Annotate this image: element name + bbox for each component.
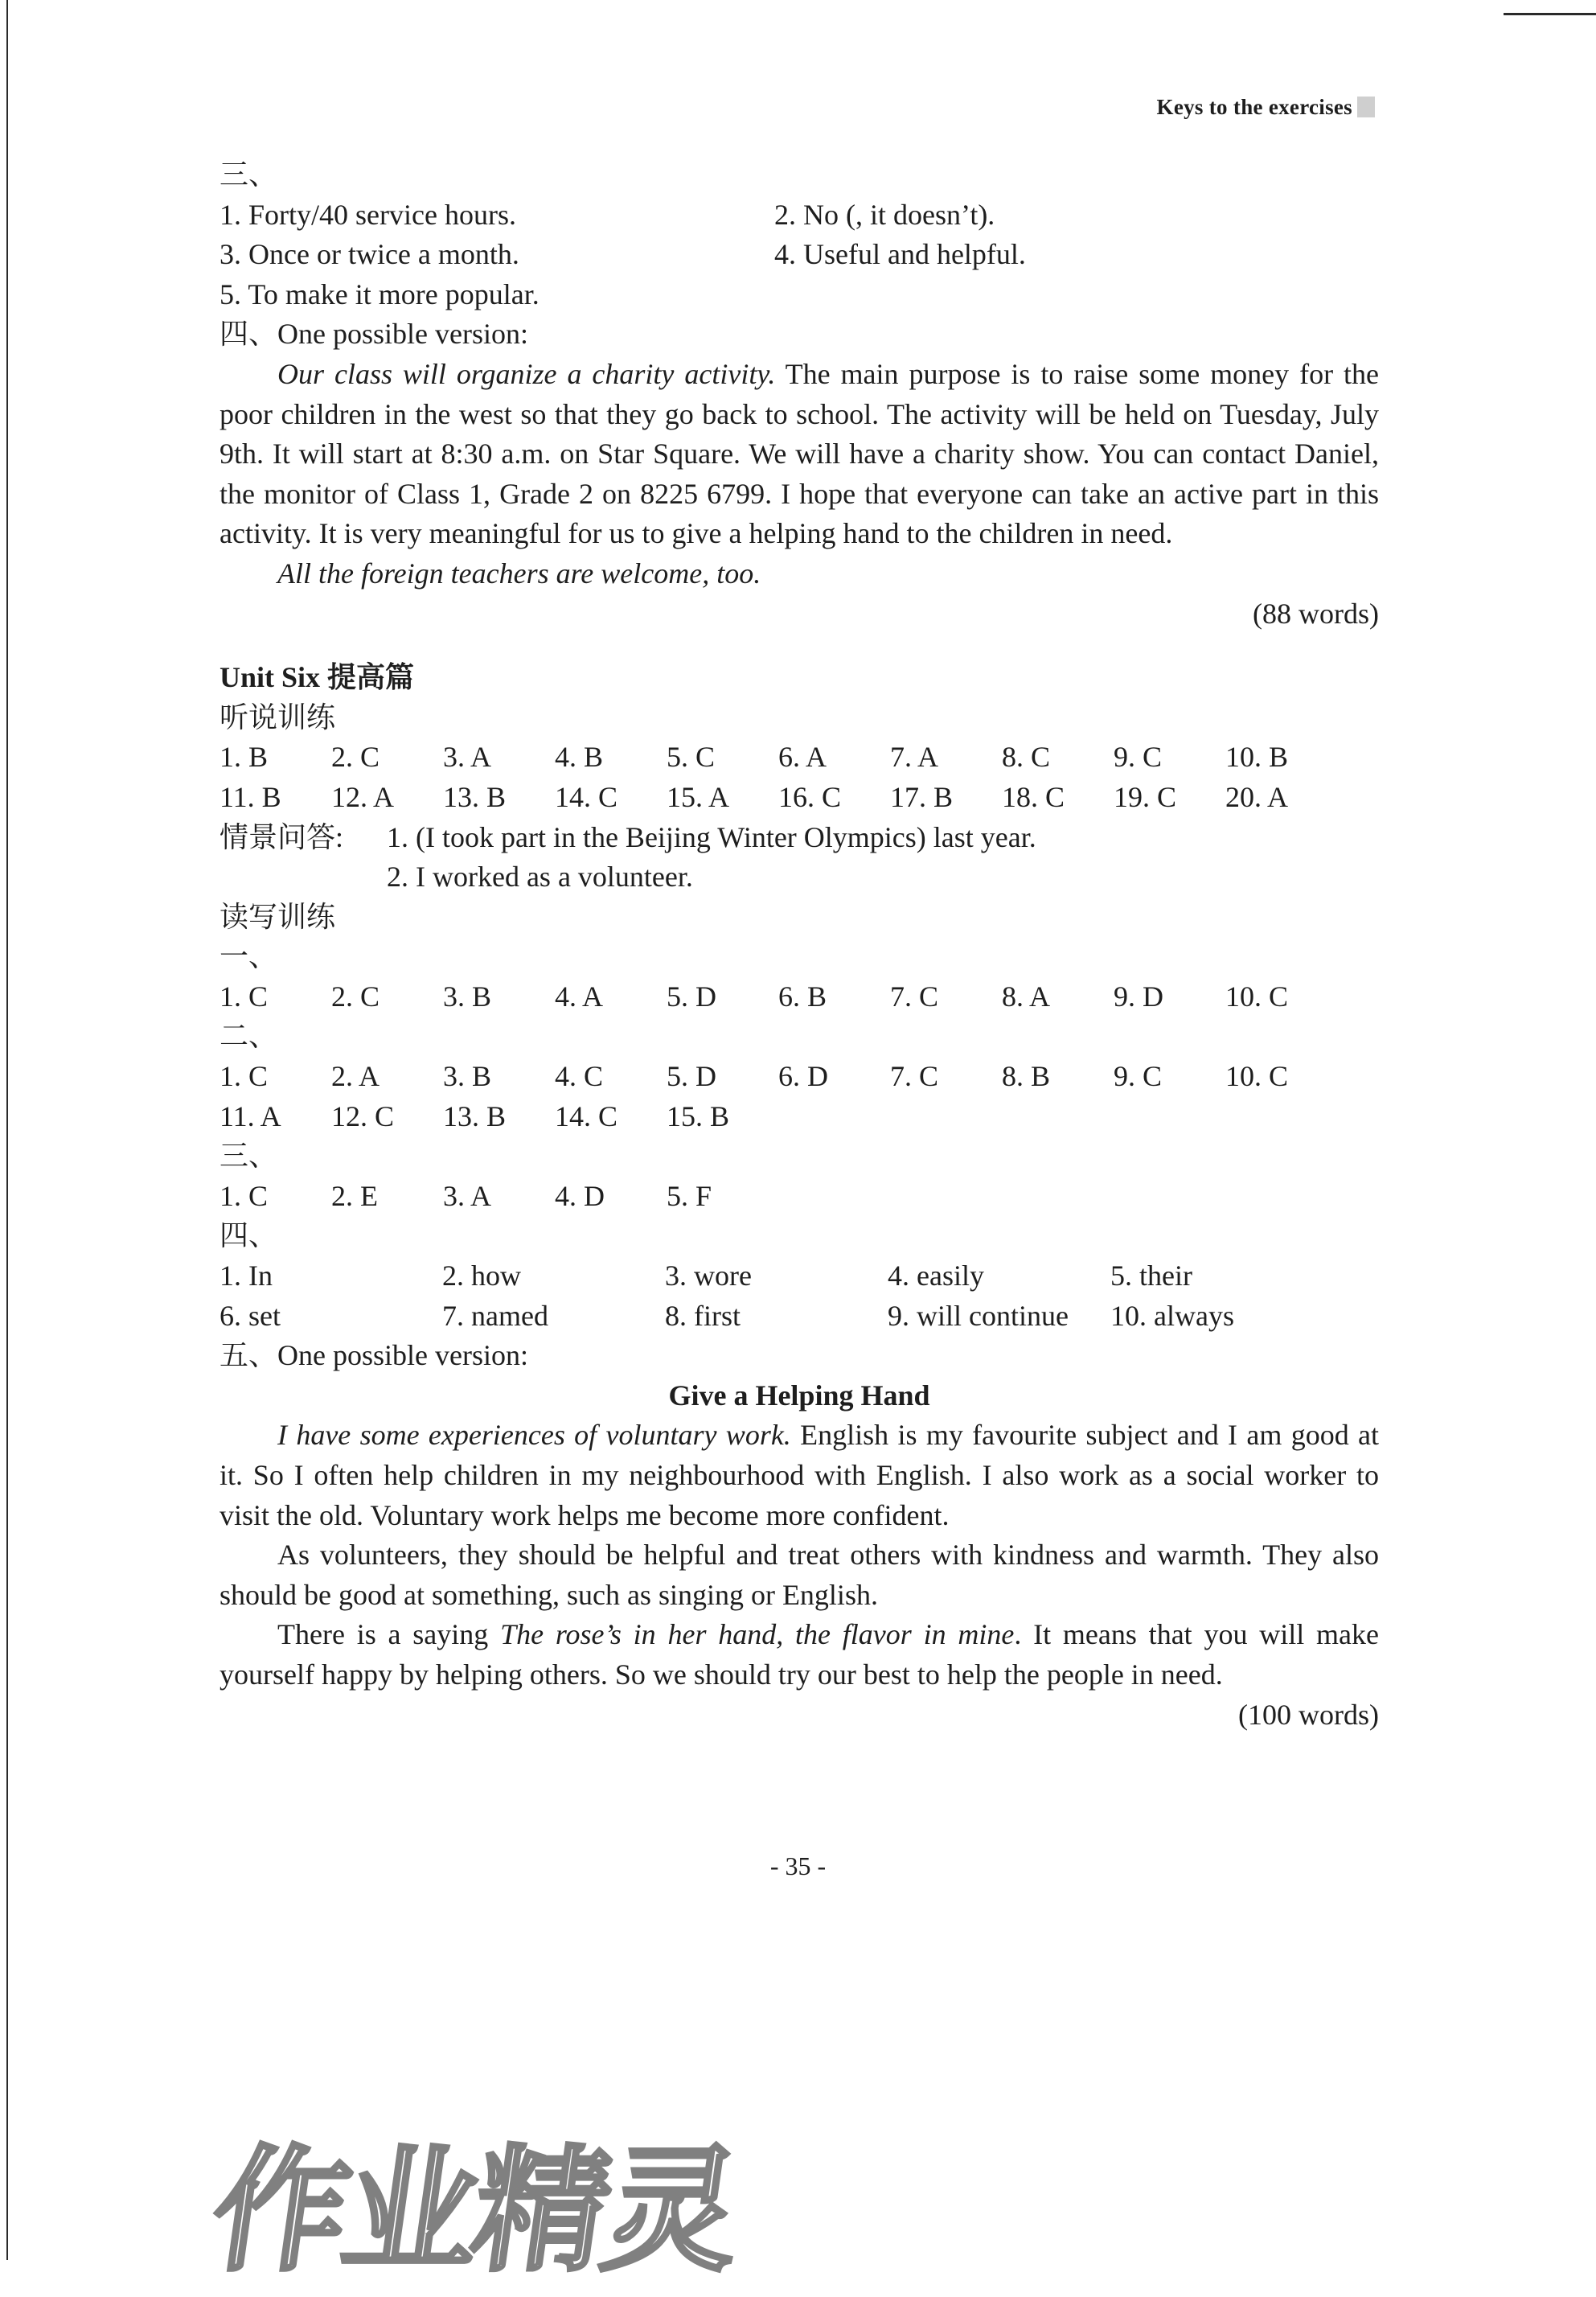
section-san-label: 三、 — [220, 158, 278, 191]
answer-item: 12. C — [331, 1099, 395, 1132]
answer-item: 4. B — [555, 741, 604, 774]
essay-quote: The rose’s in her hand, the flavor in mine — [500, 1618, 1015, 1651]
answer-item: 12. A — [331, 780, 395, 813]
answer-item: 10. always — [1110, 1299, 1234, 1332]
answer-item: 14. C — [555, 1099, 618, 1132]
answer-item: 6. D — [778, 1060, 828, 1093]
answer-item: 2. A — [331, 1060, 380, 1093]
answer-item: 7. named — [442, 1299, 548, 1332]
answer-item: 11. B — [220, 780, 281, 813]
answer-item: 5. D — [667, 980, 716, 1013]
answer-item: 5. D — [667, 1060, 716, 1093]
answer-item: 9. C — [1114, 1060, 1163, 1093]
answer-item: 20. A — [1225, 780, 1289, 813]
section-er-label: 二、 — [220, 1020, 278, 1053]
answer-item: 2. C — [331, 741, 380, 774]
answer-item: 2. how — [442, 1259, 521, 1292]
answer-item: 5. C — [667, 741, 716, 774]
answer-row — [220, 1097, 1379, 1137]
answer-item: 15. B — [667, 1099, 730, 1132]
watermark-logo: 作业精灵 — [203, 2132, 746, 2290]
essay-italic-opening: I have some experiences of voluntary work. — [277, 1419, 791, 1452]
qa-answer: 2. I worked as a volunteer. — [387, 861, 693, 894]
answer-row — [220, 738, 1379, 778]
answer-item: 11. A — [220, 1099, 281, 1132]
answer-row — [220, 977, 1379, 1017]
section-wu-label: 五、One possible version: — [220, 1339, 528, 1372]
answer-row — [220, 275, 1379, 315]
answer-item: 5. F — [667, 1179, 712, 1212]
top-corner-rule — [1504, 13, 1596, 15]
essay-text: There is a saying — [277, 1618, 501, 1651]
answer-item: 2. E — [331, 1179, 378, 1212]
qa-row — [220, 857, 1379, 898]
section-yi-label: 一、 — [220, 940, 278, 973]
essay-paragraph — [220, 1615, 1379, 1695]
essay-text: . It means that you will make yourself happy by helping others. So we should try our best to help the people in need. — [220, 1618, 1379, 1691]
answer-item: 3. A — [443, 1179, 492, 1212]
answer-row — [220, 1057, 1379, 1097]
answer-item: 8. B — [1002, 1060, 1051, 1093]
qa-answer: 1. (I took part in the Beijing Winter Olympics) last year. — [387, 820, 1036, 853]
word-count: (100 words) — [1238, 1698, 1379, 1731]
essay-body: The main purpose is to raise some money for the poor children in the west so that they go back to school. The activity will be held on Tuesday, July 9th. It will start at 8:30 a.m. on Star Square. We will have a charity show. You can contact Daniel, the monitor of Class 1, Grade 2 on 8225 6799. I hope that everyone can take an active part in this activity. It is very meaningful for us to give a helping hand to the children in need. — [220, 357, 1379, 550]
running-head — [1157, 95, 1375, 120]
answer-item: 10. B — [1225, 741, 1289, 774]
answer-item: 19. C — [1114, 780, 1177, 813]
answer-item: 7. C — [890, 1060, 939, 1093]
answer-row — [220, 1296, 1379, 1337]
essay-italic-closing: All the foreign teachers are welcome, too. — [277, 557, 761, 590]
answer-item: 7. C — [890, 980, 939, 1013]
running-head-text: Keys to the exercises — [1156, 95, 1352, 119]
word-count: (88 words) — [1253, 597, 1379, 630]
essay-paragraph — [220, 554, 1379, 594]
qa-label: 情景问答: — [220, 820, 344, 853]
qa-row — [220, 818, 1379, 858]
answer-item: 1. C — [220, 980, 269, 1013]
answer-item: 4. C — [555, 1060, 604, 1093]
answer-item: 9. D — [1114, 980, 1163, 1013]
answer-item: 14. C — [555, 780, 618, 813]
answer-item: 4. A — [555, 980, 604, 1013]
answer-row — [220, 1256, 1379, 1296]
answer-item: 13. B — [443, 780, 507, 813]
page-content — [220, 155, 1379, 1735]
page-number: - 35 - — [769, 1851, 827, 1880]
unit-title: Unit Six 提高篇 — [220, 661, 415, 694]
answer-item: 13. B — [443, 1099, 507, 1132]
essay-italic-opening: Our class will organize a charity activity. — [277, 357, 776, 390]
answer-item: 5. To make it more popular. — [220, 277, 540, 310]
essay-title: Give a Helping Hand — [668, 1379, 930, 1411]
answer-item: 8. first — [665, 1299, 741, 1332]
answer-item: 6. A — [778, 741, 827, 774]
answer-item: 3. B — [443, 980, 492, 1013]
answer-item: 16. C — [778, 780, 842, 813]
answer-item: 6. set — [220, 1299, 281, 1332]
answer-item: 17. B — [890, 780, 954, 813]
answer-item: 18. C — [1002, 780, 1065, 813]
answer-row — [220, 778, 1379, 818]
essay-paragraph — [220, 355, 1379, 554]
answer-item: 3. Once or twice a month. — [220, 238, 519, 271]
essay-paragraph — [220, 1416, 1379, 1535]
answer-item: 1. C — [220, 1060, 269, 1093]
answer-item: 4. D — [555, 1179, 605, 1212]
answer-item: 4. Useful and helpful. — [774, 238, 1026, 271]
reading-title: 读写训练 — [220, 900, 336, 933]
answer-item: 3. wore — [665, 1259, 752, 1292]
answer-item: 8. C — [1002, 741, 1051, 774]
answer-item: 2. C — [331, 980, 380, 1013]
answer-item: 1. In — [220, 1259, 273, 1292]
listening-title: 听说训练 — [220, 701, 336, 733]
answer-item: 1. C — [220, 1179, 269, 1212]
answer-row — [220, 235, 1379, 275]
answer-item: 5. their — [1110, 1259, 1192, 1292]
answer-item: 10. C — [1225, 1060, 1289, 1093]
answer-item: 3. A — [443, 741, 492, 774]
answer-item: 10. C — [1225, 980, 1289, 1013]
essay-paragraph: As volunteers, they should be helpful and treat others with kindness and warmth. They also should be good at something, such as singing or English. — [220, 1539, 1379, 1611]
answer-item: 4. easily — [888, 1259, 984, 1292]
essay-body: English is my favourite subject and I am good at it. So I often help children in my neighbourhood with English. I also work as a social worker to visit the old. Voluntary work helps me become more confident. — [220, 1419, 1380, 1531]
running-head-marker — [1357, 97, 1375, 117]
answer-item: 15. A — [667, 780, 730, 813]
answer-item: 1. B — [220, 741, 269, 774]
answer-row — [220, 195, 1379, 236]
answer-row — [220, 1177, 1379, 1217]
answer-item: 6. B — [778, 980, 827, 1013]
answer-item: 8. A — [1002, 980, 1051, 1013]
section-si-label: 四、 — [220, 1219, 278, 1252]
answer-item: 2. No (, it doesn’t). — [774, 198, 995, 231]
answer-item: 3. B — [443, 1060, 492, 1093]
answer-item: 1. Forty/40 service hours. — [220, 198, 516, 231]
section-san-label: 三、 — [220, 1140, 278, 1173]
answer-item: 9. C — [1114, 741, 1163, 774]
left-margin-rule — [6, 0, 8, 2260]
answer-item: 7. A — [890, 741, 939, 774]
answer-item: 9. will continue — [888, 1299, 1069, 1332]
section-si-label: 四、One possible version: — [220, 318, 528, 351]
